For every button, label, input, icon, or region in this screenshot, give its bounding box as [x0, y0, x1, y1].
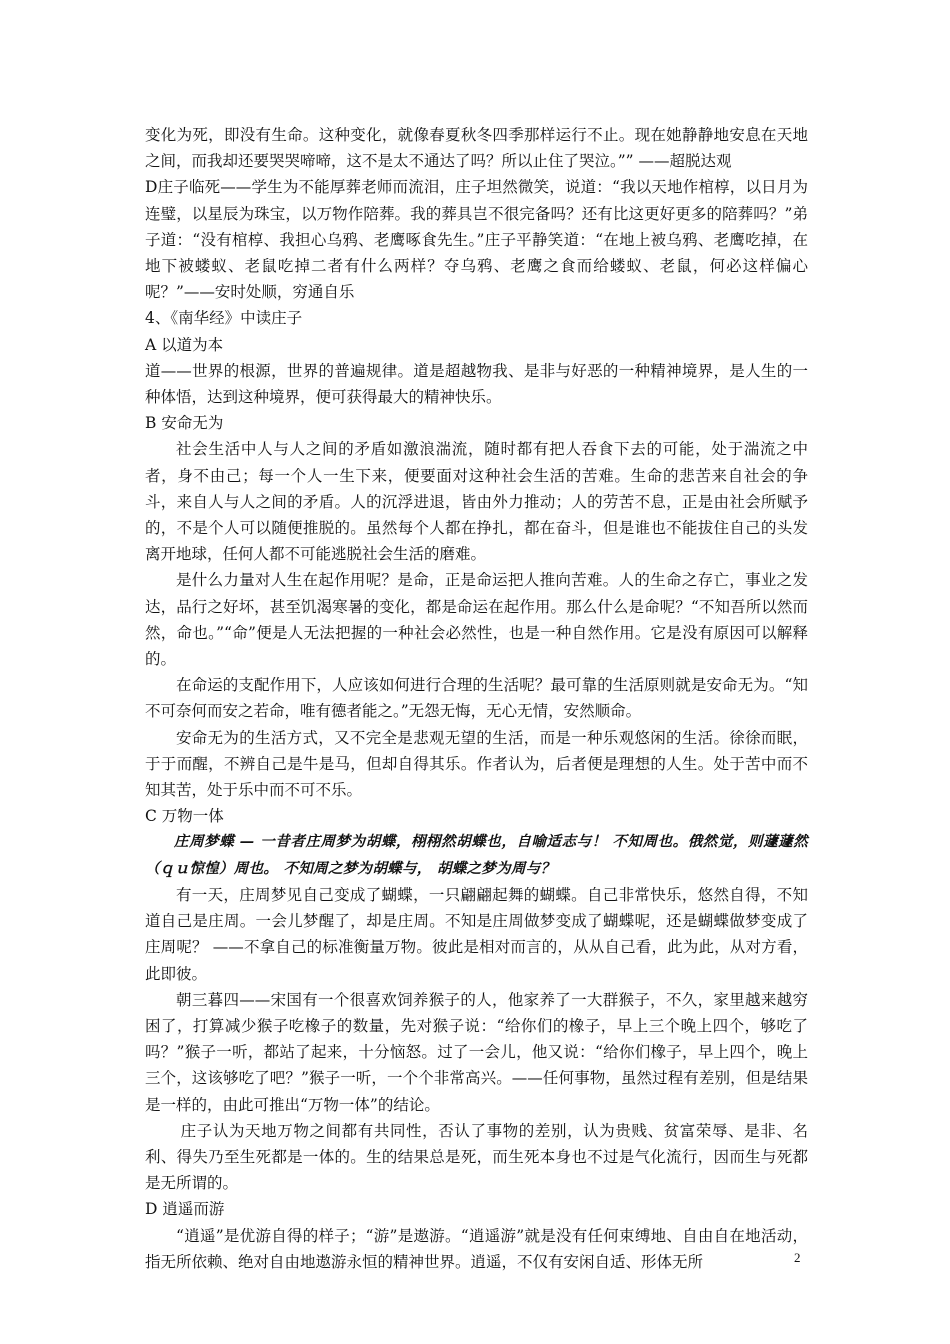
section-heading-nanhuajing: 4、《南华经》中读庄子	[145, 309, 303, 328]
paragraph-anming-1: 社会生活中人与人之间的矛盾如激浪湍流，随时都有把人吞食下去的可能，处于湍流之中者，身不由己；每一个人一生下来，便要面对这种社会生活的苦难。生命的悲苦来自社会的争斗，来自人与人之间的矛盾。人的沉浮进退，皆由外力推动；人的劳苦不息，正是由社会所赋予的，不是个人可以随便推脱的。虽然每个人都在挣扎，都在奋斗，但是谁也不能拔住自己的头发离开地球，任何人都不可能逃脱社会生活的磨难。	[145, 440, 808, 564]
paragraph-continuation: 变化为死，即没有生命。这种变化，就像春夏秋冬四季那样运行不止。现在她静静地安息在天地之间，而我却还要哭哭啼啼，这不是太不通达了吗？所以止住了哭泣。”” ——超脱达观	[145, 126, 808, 171]
paragraph-anming-2: 是什么力量对人生在起作用呢？是命，正是命运把人推向苦难。人的生命之存亡，事业之发达，品行之好坏，甚至饥渴寒暑的变化，都是命运在起作用。那么什么是命呢？“不知吾所以然而然，命也。”“命”便是人无法把握的一种社会必然性，也是一种自然作用。它是没有原因可以解释的。	[145, 571, 808, 669]
paragraph-zhuangzi-death: D庄子临死——学生为不能厚葬老师而流泪，庄子坦然微笑，说道：“我以天地作棺椁，以日月为连璧，以星辰为珠宝，以万物作陪葬。我的葬具岂不很完备吗？还有比这更好更多的陪葬吗？”弟子道：“没有棺椁、我担心乌鸦、老鹰啄食先生。”庄子平静笑道：“在地上被乌鸦、老鹰吃掉，在地下被蝼蚁、老鼠吃掉二者有什么两样？夺乌鸦、老鹰之食而给蝼蚁、老鼠，何必这样偏心呢？”——安时处顺，穷通自乐	[145, 178, 808, 302]
paragraph-butterfly: 有一天，庄周梦见自己变成了蝴蝶，一只翩翩起舞的蝴蝶。自己非常快乐，悠然自得，不知道自己是庄周。一会儿梦醒了，却是庄周。不知是庄周做梦变成了蝴蝶呢，还是蝴蝶做梦变成了庄周呢？ ——不拿自己的标准衡量万物。彼此是相对而言的，从从自己看，此为此，从对方看，此即彼。	[145, 885, 808, 983]
page-number: 2	[794, 1250, 801, 1265]
paragraph-anming-4: 安命无为的生活方式，又不完全是悲观无望的生活，而是一种乐观悠闲的生活。徐徐而眠，于于而醒，不辨自己是牛是马，但却自得其乐。作者认为，后者便是理想的人生。处于苦中而不知其苦，处于乐中而不可不乐。	[145, 728, 808, 800]
paragraph-zhaosan-musi: 朝三暮四——宋国有一个很喜欢饲养猴子的人，他家养了一大群猴子，不久，家里越来越穷困了，打算减少猴子吃橡子的数量，先对猴子说：“给你们的橡子，早上三个晚上四个，够吃了吗？”猴子一听，都站了起来，十分恼怒。过了一会儿，他又说：“给你们橡子，早上四个，晚上三个，这该够吃了吧？”猴子一听，一个个非常高兴。——任何事物，虽然过程有差别，但是结果是一样的，由此可推出“万物一体”的结论。	[145, 990, 808, 1114]
paragraph-dao: 道——世界的根源，世界的普遍规律。道是超越物我、是非与好恶的一种精神境界，是人生的一种体悟，达到这种境界，便可获得最大的精神快乐。	[145, 361, 808, 407]
document-body	[145, 122, 808, 1275]
paragraph-wanwu-summary: 庄子认为天地万物之间都有共同性，否认了事物的差别，认为贵贱、贫富荣辱、是非、名利、得失乃至生死都是一体的。生的结果总是死，而生死本身也不过是气化流行，因而生与死都是无所谓的。	[145, 1121, 808, 1193]
subheading-dao: A 以道为本	[145, 335, 224, 354]
subheading-xiaoyao: D 逍遥而游	[145, 1200, 225, 1219]
paragraph-xiaoyao: “逍遥”是优游自得的样子；“游”是遨游。“逍遥游”就是没有任何束缚地、自由自在地活动，指无所依赖、绝对自由地遨游永恒的精神世界。逍遥，不仅有安闲自适、形体无所	[145, 1226, 808, 1271]
quote-butterfly-dream: 庄周梦蝶 — 一昔者庄周梦为胡蝶，栩栩然胡蝶也，自喻适志与！ 不知周也。俄然觉，则蘧蘧然（ｑｕ́惊惶）周也。 不知周之梦为胡蝶与， 胡蝶之梦为周与？	[145, 834, 808, 877]
subheading-anming: B 安命无为	[145, 414, 224, 433]
paragraph-anming-3: 在命运的支配作用下，人应该如何进行合理的生活呢？最可靠的生活原则就是安命无为。“知不可奈何而安之若命，唯有德者能之。”无怨无悔，无心无情，安然顺命。	[145, 676, 808, 721]
subheading-wanwu: C 万物一体	[145, 807, 224, 826]
